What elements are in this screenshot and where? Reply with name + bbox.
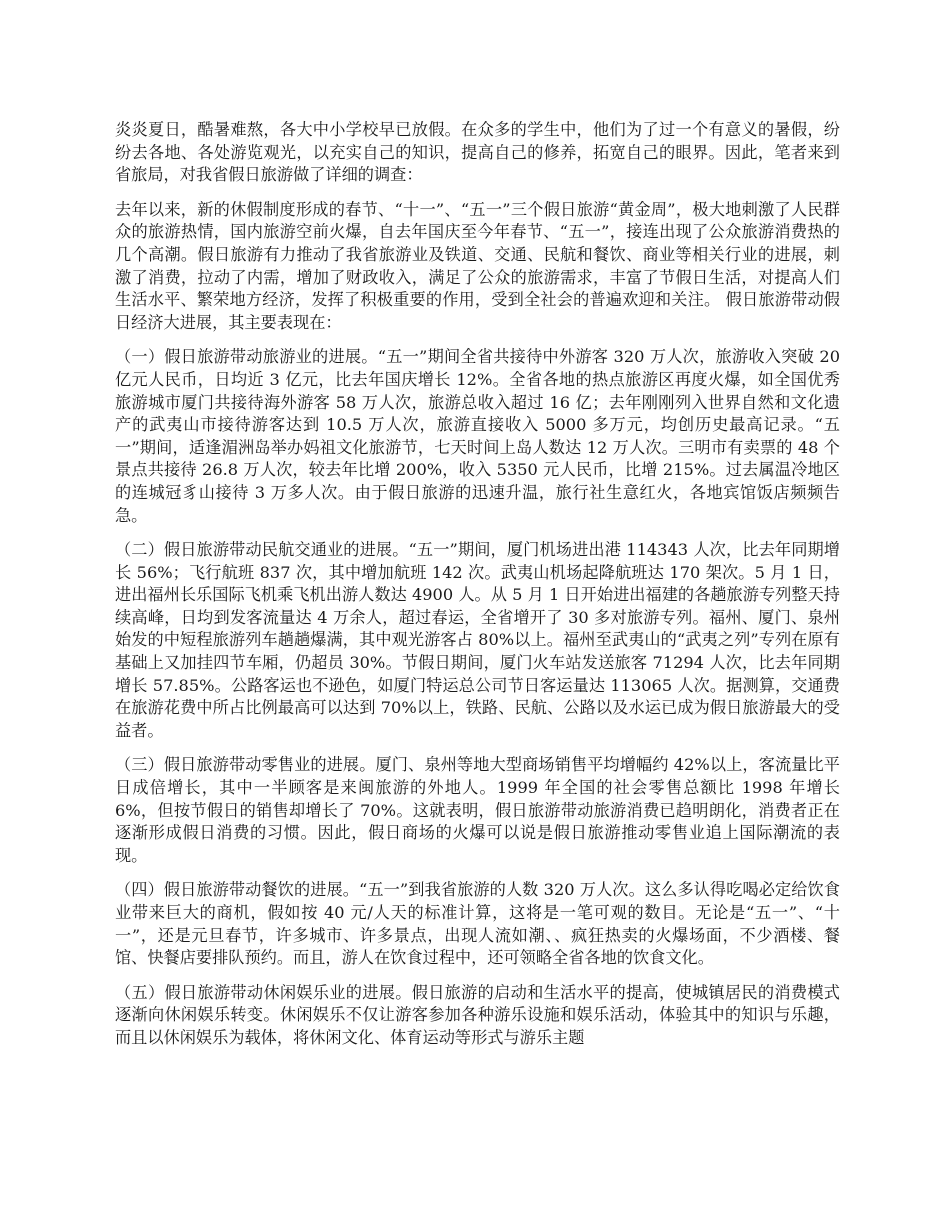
paragraph-catering: （四）假日旅游带动餐饮的进展。“五一”到我省旅游的人数 320 万人次。这么多认得吃喝必定给饮食业带来巨大的商机，假如按 40 元/人天的标准计算，这将是一笔可观的数目。无论是“五一”、“十一”，还是元旦春节，许多城市、许多景点，出现人流如潮、、疯狂热卖的火爆场面，不少酒楼、餐馆、快餐店要排队预约。而且，游人在饮食过程中，还可领略全省各地的饮食文化。 [115,880,840,968]
document-page [115,119,840,1062]
paragraph-overview: 去年以来，新的休假制度形成的春节、“十一”、“五一”三个假日旅游“黄金周”，极大地刺激了人民群众的旅游热情，国内旅游空前火爆，自去年国庆至今年春节、“五一”，接连出现了公众旅游消费热的几个高潮。假日旅游有力推动了我省旅游业及铁道、交通、民航和餐饮、商业等相关行业的进展，刺激了消费，拉动了内需，增加了财政收入，满足了公众的旅游需求，丰富了节假日生活，对提高人们生活水平、繁荣地方经济，发挥了积极重要的作用，受到全社会的普遍欢迎和关注。 假日旅游带动假日经济大进展，其主要表现在： [115,199,840,332]
paragraph-retail: （三）假日旅游带动零售业的进展。厦门、泉州等地大型商场销售平均增幅约 42%以上，客流量比平日成倍增长，其中一半顾客是来闽旅游的外地人。1999 年全国的社会零售总额比 1998 年增长 6%，但按节假日的销售却增长了 70%。这就表明，假日旅游带动旅游消费已趋明朗化，消费者正在逐渐形成假日消费的习惯。因此，假日商场的火爆可以说是假日旅游推动零售业追上国际潮流的表现。 [115,755,840,865]
paragraph-transport: （二）假日旅游带动民航交通业的进展。“五一”期间，厦门机场进出港 114343 人次，比去年同期增长 56%；飞行航班 837 次，其中增加航班 142 次。武夷山机场起降航班达 170 架次。5 月 1 日，进出福州长乐国际飞机乘飞机出游人数达 4900 人。从 5 月 1 日开始进出福建的各趟旅游专列整天持续高峰，日均到发客流量达 4 万余人，超过春运，全省增开了 30 多对旅游专列。福州、厦门、泉州始发的中短程旅游列车趟趟爆满，其中观光游客占 80%以上。福州至武夷山的“武夷之列”专列在原有基础上又加挂四节车厢，仍超员 30%。节假日期间，厦门火车站发送旅客 71294 人次，比去年同期增长 57.85%。公路客运也不逊色，如厦门特运总公司节日客运量达 113065 人次。据测算，交通费在旅游花费中所占比例最高可以达到 70%以上，铁路、民航、公路以及水运已成为假日旅游最大的受益者。 [115,540,840,740]
paragraph-tourism: （一）假日旅游带动旅游业的进展。“五一”期间全省共接待中外游客 320 万人次，旅游收入突破 20 亿元人民币，日均近 3 亿元，比去年国庆增长 12%。全省各地的热点旅游区再度火爆，如全国优秀旅游城市厦门共接待海外游客 58 万人次，旅游总收入超过 16 亿；去年刚刚列入世界自然和文化遗产的武夷山市接待游客达到 10.5 万人次，旅游直接收入 5000 多万元，均创历史最高记录。“五一”期间，适逢湄洲岛举办妈祖文化旅游节，七天时间上岛人数达 12 万人次。三明市有卖票的 48 个景点共接待 26.8 万人次，较去年比增 200%，收入 5350 元人民币，比增 215%。过去属温冷地区的连城冠豸山接待 3 万多人次。由于假日旅游的迅速升温，旅行社生意红火，各地宾馆饭店频频告急。 [115,347,840,525]
paragraph-intro: 炎炎夏日，酷暑难熬，各大中小学校早已放假。在众多的学生中，他们为了过一个有意义的暑假，纷纷去各地、各处游览观光，以充实自己的知识，提高自己的修养，拓宽自己的眼界。因此，笔者来到省旅局，对我省假日旅游做了详细的调查： [115,120,840,185]
paragraph-leisure: （五）假日旅游带动休闲娱乐业的进展。假日旅游的启动和生活水平的提高，使城镇居民的消费模式逐渐向休闲娱乐转变。休闲娱乐不仅让游客参加各种游乐设施和娱乐活动，体验其中的知识与乐趣，而且以休闲娱乐为载体，将休闲文化、体育运动等形式与游乐主题 [115,982,840,1047]
